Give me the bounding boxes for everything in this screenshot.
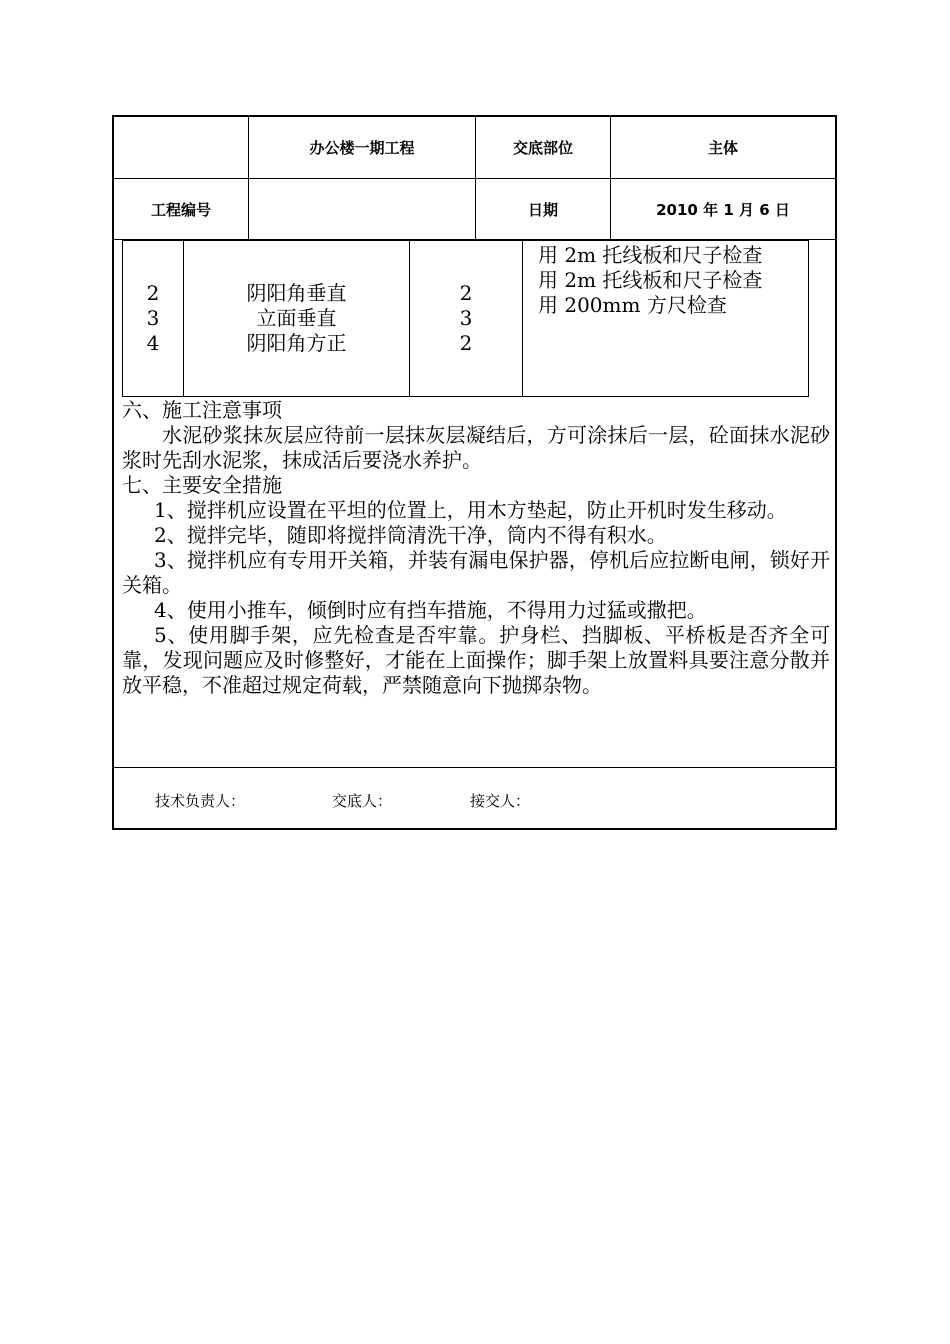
safety-item: 5、使用脚手架，应先检查是否牢靠。护身栏、挡脚板、平桥板是否齐全可靠，发现问题应及时修整好，才能在上面操作；脚手架上放置料具要注意分散并放平稳，不准超过规定荷载，严禁随意向下抛掷杂物。 [122, 623, 830, 697]
inspection-tolerance: 2 [459, 281, 473, 305]
inspection-method-column [530, 241, 810, 396]
inspection-item: 立面垂直 [256, 306, 337, 330]
disclosure-part-value-cell [611, 117, 835, 178]
date-label-cell [476, 179, 610, 239]
project-name: 办公楼一期工程 [309, 139, 415, 157]
project-number-label: 工程编号 [150, 200, 211, 219]
section6-body: 水泥砂浆抹灰层应待前一层抹灰层凝结后，方可涂抹后一层，砼面抹水泥砂浆时先刮水泥浆，抹成活后要浇水养护。 [122, 423, 830, 472]
disclosure-part-label: 交底部位 [512, 139, 573, 157]
date-value-cell [611, 179, 835, 239]
discloser-signature-label: 交底人： [332, 792, 393, 810]
inspection-method: 用 2m 托线板和尺子检查 [538, 243, 763, 267]
safety-item: 1、搅拌机应设置在平坦的位置上，用木方垫起，防止开机时发生移动。 [154, 498, 787, 522]
notes-body [122, 398, 830, 698]
inspection-no-column [123, 241, 183, 396]
inspection-tolerance: 3 [459, 306, 473, 330]
section7-title: 七、主要安全措施 [122, 473, 282, 497]
project-number-value-cell [249, 179, 475, 239]
disclosure-part-value: 主体 [707, 139, 738, 157]
safety-item: 4、使用小推车，倾倒时应有挡车措施，不得用力过猛或撒把。 [154, 598, 707, 622]
inspection-no: 2 [146, 281, 160, 305]
inspection-no: 4 [146, 331, 160, 355]
safety-item: 2、搅拌完毕，随即将搅拌筒清洗干净，筒内不得有积水。 [154, 523, 667, 547]
signature-divider [112, 767, 837, 768]
inspection-item: 阴阳角垂直 [246, 281, 347, 305]
inspection-method: 用 2m 托线板和尺子检查 [538, 268, 763, 292]
tech-lead-signature-label: 技术负责人： [155, 792, 246, 810]
inspection-tolerance-column [410, 241, 522, 396]
project-number-label-cell [114, 179, 248, 239]
safety-item: 3、搅拌机应有专用开关箱，并装有漏电保护器，停机后应拉断电闸，锁好开关箱。 [122, 548, 830, 597]
section6-title: 六、施工注意事项 [122, 398, 282, 422]
inspection-col-divider-3 [522, 241, 523, 396]
disclosure-part-label-cell [476, 117, 610, 178]
date-value: 2010 年 1 月 6 日 [656, 200, 790, 219]
receiver-signature-label: 接交人： [470, 792, 531, 810]
inspection-item: 阴阳角方正 [246, 331, 347, 355]
inspection-table [122, 240, 809, 397]
inspection-method: 用 200mm 方尺检查 [538, 293, 727, 317]
inspection-no: 3 [146, 306, 160, 330]
inspection-item-column [184, 241, 409, 396]
date-label: 日期 [527, 200, 558, 219]
inspection-tolerance: 2 [459, 331, 473, 355]
project-name-cell [249, 117, 475, 178]
